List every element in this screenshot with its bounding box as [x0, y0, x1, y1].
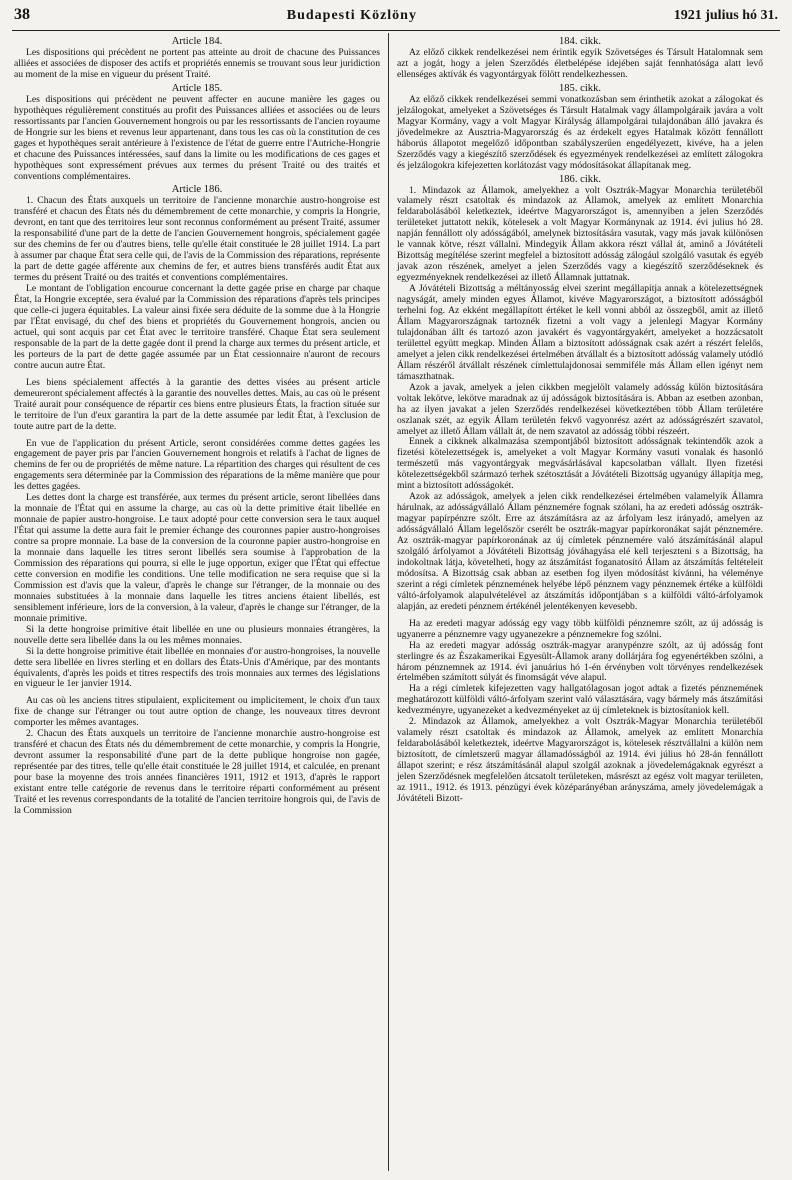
- issue-date: 1921 julius hó 31.: [673, 8, 778, 23]
- body-paragraph: Az előző cikkek rendelkezései nem érintik egyik Szövetséges és Társult Hatalomnak sem azt a jogát, hogy a jelen Szerződés életbelépése idejében saját fennhatósága alatt levő ellenséges aktívák és vagyontárgyak fölött rendelkezhessen.: [397, 47, 763, 80]
- article-heading: 184. cikk.: [558, 36, 602, 47]
- body-paragraph: A Jóvátételi Bizottság a méltányosság elvei szerint megállapítja annak a kötelezettségnek nagyságát, amely minden egyes Államot, kivéve Magyarországot, a biztosított adósságból terhelni fog. Az ekként megállapított értéket le kell vonni abból az összegből, amit az illető Állam Magyarországnak tartoznék fizetni a volt vagy a jelenlegi Magyar Kormány tulajdonában állt és tartozó azon javakért és vagyontárgyakért, amelyeket a hozzácsatolt területtel együtt megkap. Minden Állam a biztosított adósságnak csak azért a részért felelős, amelyet a jelen cikk rendelkezései értelmében átvállalt és a biztosított adósság valamely utódló Állam részéről átvállalt részének címlettulajdonosai semmiféle más Állam ellen igényt nem támaszthatnak.: [397, 283, 763, 382]
- body-paragraph: Ha az eredeti magyar adósság osztrák-magyar aranypénzre szólt, az új adósság font sterlingre és az Északamerikai Egyesült-Államok arany dollárjára fog egyenértékben szólni, a három pénznemnek az 1914. évi januárius hó 1-én érvényben volt törvényes rendelkezések értelmében számított súlyát és finomságát véve alapul.: [397, 639, 763, 684]
- page-number: 38: [14, 6, 30, 23]
- body-paragraph: Ha az eredeti magyar adósság egy vagy több külföldi pénznemre szólt, az új adósság is ugyanerre a pénznemre vagy ugyanezekre a pénznemekre fog szólni.: [397, 617, 763, 640]
- article-heading: 186. cikk.: [558, 173, 602, 185]
- french-text-column: [12, 31, 388, 1171]
- body-paragraph: Ha a régi címletek kifejezetten vagy hallgatólagosan jogot adtak a fizetés pénznemének meghatározott külföldi váltó-árfolyam szerint való választására, vagy bármely más átszámítási kedvezményre, ugyanezeket a kedvezményeket az új címleteknek is biztosítaniok kell.: [397, 683, 763, 717]
- page-header: [12, 6, 780, 31]
- body-paragraph: Si la dette hongroise primitive était libellée en monnaies d'or austro-hongroises, la nouvelle dette sera libellée en livres sterling et en dollars des États-Unis d'Amérique, par des montants équivalents, d'après les poids et titres respectifs des trois monnaies aux termes des législations en vigueur le 1er janvier 1914.: [14, 645, 380, 690]
- body-paragraph: 2. Chacun des États auxquels un territoire de l'ancienne monarchie austro-hongroise est transféré et chacun des États nés du démembrement de cette monarchie, y compris la Hongrie, devront assumer la responsabilité d'une part de la dette publique hongroise non gagée, représentée par des titres, telle qu'elle était constituée le 28 juillet 1914, et calculée, en prenant pour base la moyenne des trois années financières 1911, 1912 et 1913, d'après le rapport existant entre telle catégorie de revenus dans le territoire réparti conformément au présent Traité et les revenus correspondants de la totalité de l'ancien territoire hongrois qui, de l'avis de la Commission: [14, 728, 380, 816]
- article-heading: Article 184.: [171, 36, 223, 47]
- body-paragraph: Les dettes dont la charge est transférée, aux termes du présent article, seront libellées dans la monnaie de l'État qui en assume la charge, au cas où la dette primitive était libellée en monnaie de papier austro-hongroise. Le taux adopté pour cette conversion sera le taux auquel l'État qui assume la dette aura fait le premier échange des couronnes papier austro-hongroises contre sa propre monnaie. La base de la conversion de la couronne papier austro-hongroise en la monnaie dans laquelle les titres seront libellés sera soumise à l'approbation de la Commission des réparations qui pourra, si elle le juge opportun, exiger que l'État qui effectue cette conversion en modifie les conditions. Une telle modification ne sera requise que si la Commission est d'avis que la valeur, d'après le change sur l'étranger, de la monnaie ou des monnaies substituées à la monnaie dans laquelle les titres anciens étaient libellés, est sensiblement inférieure, lors de la conversion, à la valeur, d'après le change sur l'étranger, de la monnaie primitive.: [14, 492, 380, 624]
- article-heading: Article 185.: [171, 82, 223, 94]
- article-heading: Article 186.: [171, 184, 223, 196]
- publication-title: Budapesti Közlöny: [286, 8, 417, 23]
- body-paragraph: Azok a javak, amelyek a jelen cikkben megjelölt valamely adósság külön biztosítására voltak lekötve, lekötve maradnak az új adósságok biztosítására is. Abban az esetben azonban, ha az ilyen javakat a jelen Szerződés rendelkezései következtében több Állam területére oszlanak szét, az egyik Állam területén fekvő vagyonrész azért az adósságrészért szavatol, amelyet az illető Állam vállalt át, de nem szavatol az adósság többi részeért.: [397, 381, 763, 437]
- body-paragraph: Les dispositions qui précèdent ne portent pas atteinte au droit de chacune des Puissances alliées et associées de disposer des actifs et propriétés ennemis se trouvant sous leur juridiction au moment de la mise en vigueur du présent Traité.: [14, 47, 380, 80]
- body-paragraph: Az előző cikkek rendelkezései semmi vonatkozásban sem érinthetik azokat a zálogokat és jelzálogokat, amelyeket a Szövetséges és Társult Hatalmak vagy állampolgáraik javára a volt Magyar Kormány, vagy a volt Magyar Királyság állampolgárai tulajdonában álló javakra és jövedelmekre az Ausztria-Magyarország és az érdekelt egyes Hatalmak között fennállott háborús állapotot megelőző időpontban szabályszerűen engedélyezett, kivéve, ha a jelen Szerződés vagy a kiegészítő szerződések és egyezmények rendelkezései az említett zálogokra és jelzálogokra kifejezetten korlátozást vagy módosításokat állapítanak meg.: [397, 93, 763, 171]
- hungarian-text-column: [389, 31, 765, 1171]
- article-heading: 185. cikk.: [558, 82, 602, 94]
- body-paragraph: 1. Chacun des États auxquels un territoire de l'ancienne monarchie austro-hongroise est transféré et chacun des États nés du démembrement de cette monarchie, y compris la Hongrie, devront, en tant que des territoires leur sont reconnus conformément au présent Traité, assumer la responsabilité d'une part de la dette de l'ancien Gouvernement hongrois, spécialement gagée sur des chemins de fer ou d'autres biens, telle qu'elle était constituée le 28 juillet 1914. La part à assumer par chaque État sera celle qui, de l'avis de la Commission des réparations, représente la part de dette gagée afférente aux chemins de fer, et autres biens transférés audit État aux termes du présent Traité ou des traités et conventions complémentaires.: [14, 195, 380, 284]
- body-paragraph: Ennek a cikknek alkalmazása szempontjából biztosított adósságnak tekintendők azok a fizetési kötelezettségek is, amelyeket a volt Magyar Kormány vasuti vonalak és hasonló természetű más vagyontárgyak megvásárlásával kapcsolatban vállalt. Ilyen fizetési kötelezettségekből származó terhek szétosztását a Jóvátételi Bizottság ugyanúgy állapítja meg, mint a biztosított adósságokét.: [397, 436, 763, 492]
- body-paragraph: Le montant de l'obligation encourue concernant la dette gagée prise en charge par chaque État, la Hongrie exceptée, sera évalué par la Commission des réparations d'après tels principes que celle-ci jugera équitables. La valeur ainsi fixée sera déduite de la somme due à la Hongrie par l'État envisagé, du chef des biens et propriétés du Gouvernement hongrois, ancien ou actuel, qui sont acquis par cet État avec le territoire transféré. Chaque État sera seulement responsable de la part de la dette gagée dont il prend la charge aux termes du présent article, et les porteurs de la part de dette gagée assumée par un État cessionnaire n'auront de recours contre aucun autre État.: [14, 283, 380, 371]
- body-paragraph: En vue de l'application du présent Article, seront considérées comme dettes gagées les engagement de payer pris par l'ancien Gouvernement hongrois et relatifs à l'achat de lignes de chemins de fer ou de propriétés de même nature. La répartition des charges qui résultent de ces engagements sera déterminée par la Commission des réparations de la même manière que pour les dettes gagées.: [14, 437, 380, 493]
- two-column-body: [12, 31, 780, 1171]
- body-paragraph: Les dispositions qui précèdent ne peuvent affecter en aucune manière les gages ou hypothèques régulièrement constitués au profit des Puissances alliées et associées ou de leurs ressortissants par l'ancien Gouvernement hongrois ou par les ressortissants de l'ancien royaume de Hongrie sur les biens et revenus leur appartenant, dans tous les cas où la constitution de ces gages et hypothèques serait antérieure à l'existence de l'état de guerre entre l'Autriche-Hongrie et chacune des Puissances intéressées, sauf dans la limite ou les modifications de ces gages et hypothèques sont expressément prévues aux termes du présent Traité ou des traités et conventions complémentaires.: [14, 93, 380, 182]
- body-paragraph: 1. Mindazok az Államok, amelyekhez a volt Osztrák-Magyar Monarchia területéből valamely részt csatoltak és mindazok az Államok, amelyek az említett Monarchia feldarabolásából keletkeztek, ideértve Magyarországot is, amennyiben a jelen Szerződés területeket juttatott nekik, kötelesek a volt Magyar Kormánynak az 1914. évi julius hó 28. napján fennállott oly adósságából, amelynek biztosítására vasutak, vagy más javak különösen le vannak kötve, részt vállalni. Mindegyik Állam akkora részt vállal át, aminő a Jóvátételi Bizottság megítélése szerint megfelel a biztosított adósság zálogául szolgáló vasutak és egyéb javak azon részének, amelyet a jelen Szerződés vagy a kiegészítő szerződéseknek és egyezményeknek rendelkezései az illető Államnak juttatnak.: [397, 184, 763, 284]
- body-paragraph: 2. Mindazok az Államok, amelyekhez a volt Osztrák-Magyar Monarchia területéből valamely részt csatoltak és mindazok az Államok, amelyek az említett Monarchia feldarabolásából keletkeztek, ideértve Magyarországot is, kötelesek résztvállalni a külön nem biztosított, de címletszerű magyar államadósságból az 1914. évi július hó 28-án fennállott állapot szerint; e rész átszámításánál alapul szolgál azoknak a jövedelemágaknak egyrészt a jelen Szerződésnek megfelelően átcsatolt területeken, másrészt az egész volt magyar területen, az 1911., 1912. és 1913. pénzügyi évek középarányéban arányszáma, amely jövedelemágak a Jóvátételi Bizott-: [397, 716, 763, 804]
- body-paragraph: Azok az adósságok, amelyek a jelen cikk rendelkezései értelmében valamelyik Államra hárulnak, az adósságvállaló Állam pénznemére fognak szólani, ha az eredeti adósság osztrák-magyar papírpénzre szólt. Erre az átszámításra az az árfolyam lesz irányadó, amelyen az adósságvállaló Állam legelőször cserélt be osztrák-magyar papírkoronákat saját pénznemére. Az osztrák-magyar papírkoronának az új címletek pénznemére való átszámításánál alapul szolgáló árfolyamot a Jóvátételi Bizottság jóváhagyása elé kell terjeszteni s a Bizottság, ha indokoltnak látja, követelheti, hogy az átszámítást foganatosító Állam az átszámítás feltételeit módosítsa. A Bizottság csak abban az esetben fog ilyen módosítást kívánni, ha véleménye szerint a régi címletek pénznemének helyébe lépő pénznem vagy pénznemek értéke a külföldi váltó-árfolyamok alapulvételével az átszámítás időpontjában s a külföldi váltó-árfolyamok alapján, az eredeti pénznem értékénél jelentékenyen kevesebb.: [397, 491, 763, 612]
- body-paragraph: Si la dette hongroise primitive était libellée en une ou plusieurs monnaies étrangères, la nouvelle dette sera libellée dans la ou les mêmes monnaies.: [14, 623, 380, 646]
- body-paragraph: Les biens spécialement affectés à la garantie des dettes visées au présent article demeureront spécialement affectés à la garantie des nouvelles dettes. Mais, au cas où le présent Traité aurait pour conséquence de répartir ces biens entre plusieurs États, la fraction située sur le territoire de l'un d'eux garantira la part de la dette assumée par ledit État, à l'exclusion de toute autre part de la dette.: [14, 376, 380, 432]
- body-paragraph: Au cas où les anciens titres stipulaient, explicitement ou implicitement, le choix d'un taux fixe de change sur l'étranger ou tout autre option de change, les nouveaux titres devront comporter les mêmes avantages.: [14, 695, 380, 729]
